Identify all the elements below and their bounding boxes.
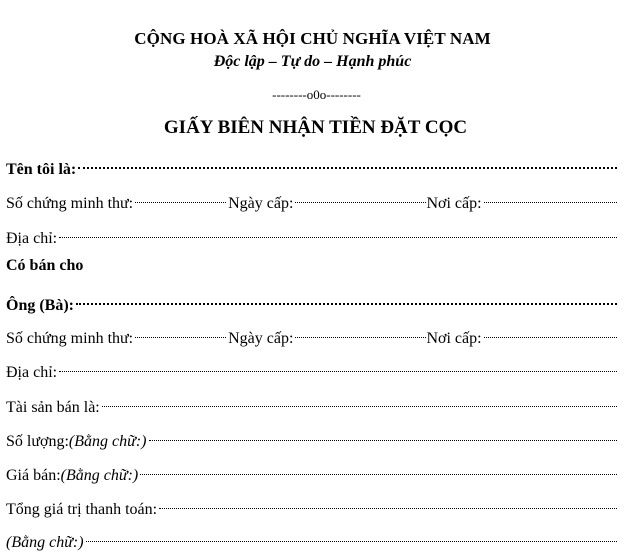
ornament-divider: --------o0o-------- (272, 87, 361, 102)
buyer-name-row (6, 288, 617, 314)
national-motto: Độc lập – Tự do – Hạnh phúc (213, 53, 412, 70)
quantity-row (6, 424, 617, 450)
seller-name-row (6, 152, 617, 178)
total-words-hint: (Bằng chữ:) (6, 534, 84, 551)
buyer-issue-place-label: Nơi cấp: (426, 330, 482, 347)
price-label: Giá bán: (6, 467, 61, 484)
asset-row (6, 390, 617, 416)
total-row (6, 492, 617, 518)
total-label: Tổng giá trị thanh toán: (6, 501, 158, 518)
asset-field[interactable] (102, 390, 617, 412)
quantity-field[interactable] (149, 424, 617, 446)
asset-label: Tài sản bán là: (6, 399, 100, 416)
buyer-id-label: Số chứng minh thư: (6, 330, 134, 347)
buyer-issue-date-field[interactable] (295, 321, 426, 343)
national-title: CỘNG HOÀ XÃ HỘI CHỦ NGHĨA VIỆT NAM (134, 29, 491, 48)
seller-id-row (6, 186, 617, 212)
document-title: GIẤY BIÊN NHẬN TIỀN ĐẶT CỌC (163, 117, 468, 138)
seller-name-label: Tên tôi là: (6, 161, 77, 178)
sold-to-heading: Có bán cho (6, 257, 84, 274)
seller-issue-place-field[interactable] (484, 186, 617, 208)
seller-issue-date-field[interactable] (295, 186, 426, 208)
buyer-address-field[interactable] (59, 355, 617, 377)
seller-issue-place-label: Nơi cấp: (426, 195, 482, 212)
buyer-address-row (6, 355, 617, 381)
buyer-address-label: Địa chỉ: (6, 364, 58, 381)
quantity-label: Số lượng: (6, 433, 69, 450)
buyer-issue-date-label: Ngày cấp: (228, 330, 294, 347)
buyer-name-label: Ông (Bà): (6, 297, 74, 314)
buyer-id-row (6, 321, 617, 347)
seller-address-label: Địa chỉ: (6, 230, 58, 247)
seller-id-field[interactable] (135, 186, 226, 208)
price-field[interactable] (140, 458, 617, 480)
total-field[interactable] (159, 492, 617, 514)
seller-address-field[interactable] (59, 221, 617, 243)
price-row (6, 458, 617, 484)
total-words-row (6, 525, 617, 551)
total-words-field[interactable] (86, 525, 617, 547)
buyer-name-field[interactable] (76, 288, 617, 310)
buyer-issue-place-field[interactable] (484, 321, 617, 343)
quantity-words-hint: (Bằng chữ:) (68, 433, 147, 450)
seller-address-row (6, 221, 617, 247)
seller-issue-date-label: Ngày cấp: (228, 195, 294, 212)
price-words-hint: (Bằng chữ:) (60, 467, 139, 484)
seller-id-label: Số chứng minh thư: (6, 195, 134, 212)
buyer-id-field[interactable] (135, 321, 226, 343)
seller-name-field[interactable] (78, 152, 617, 174)
